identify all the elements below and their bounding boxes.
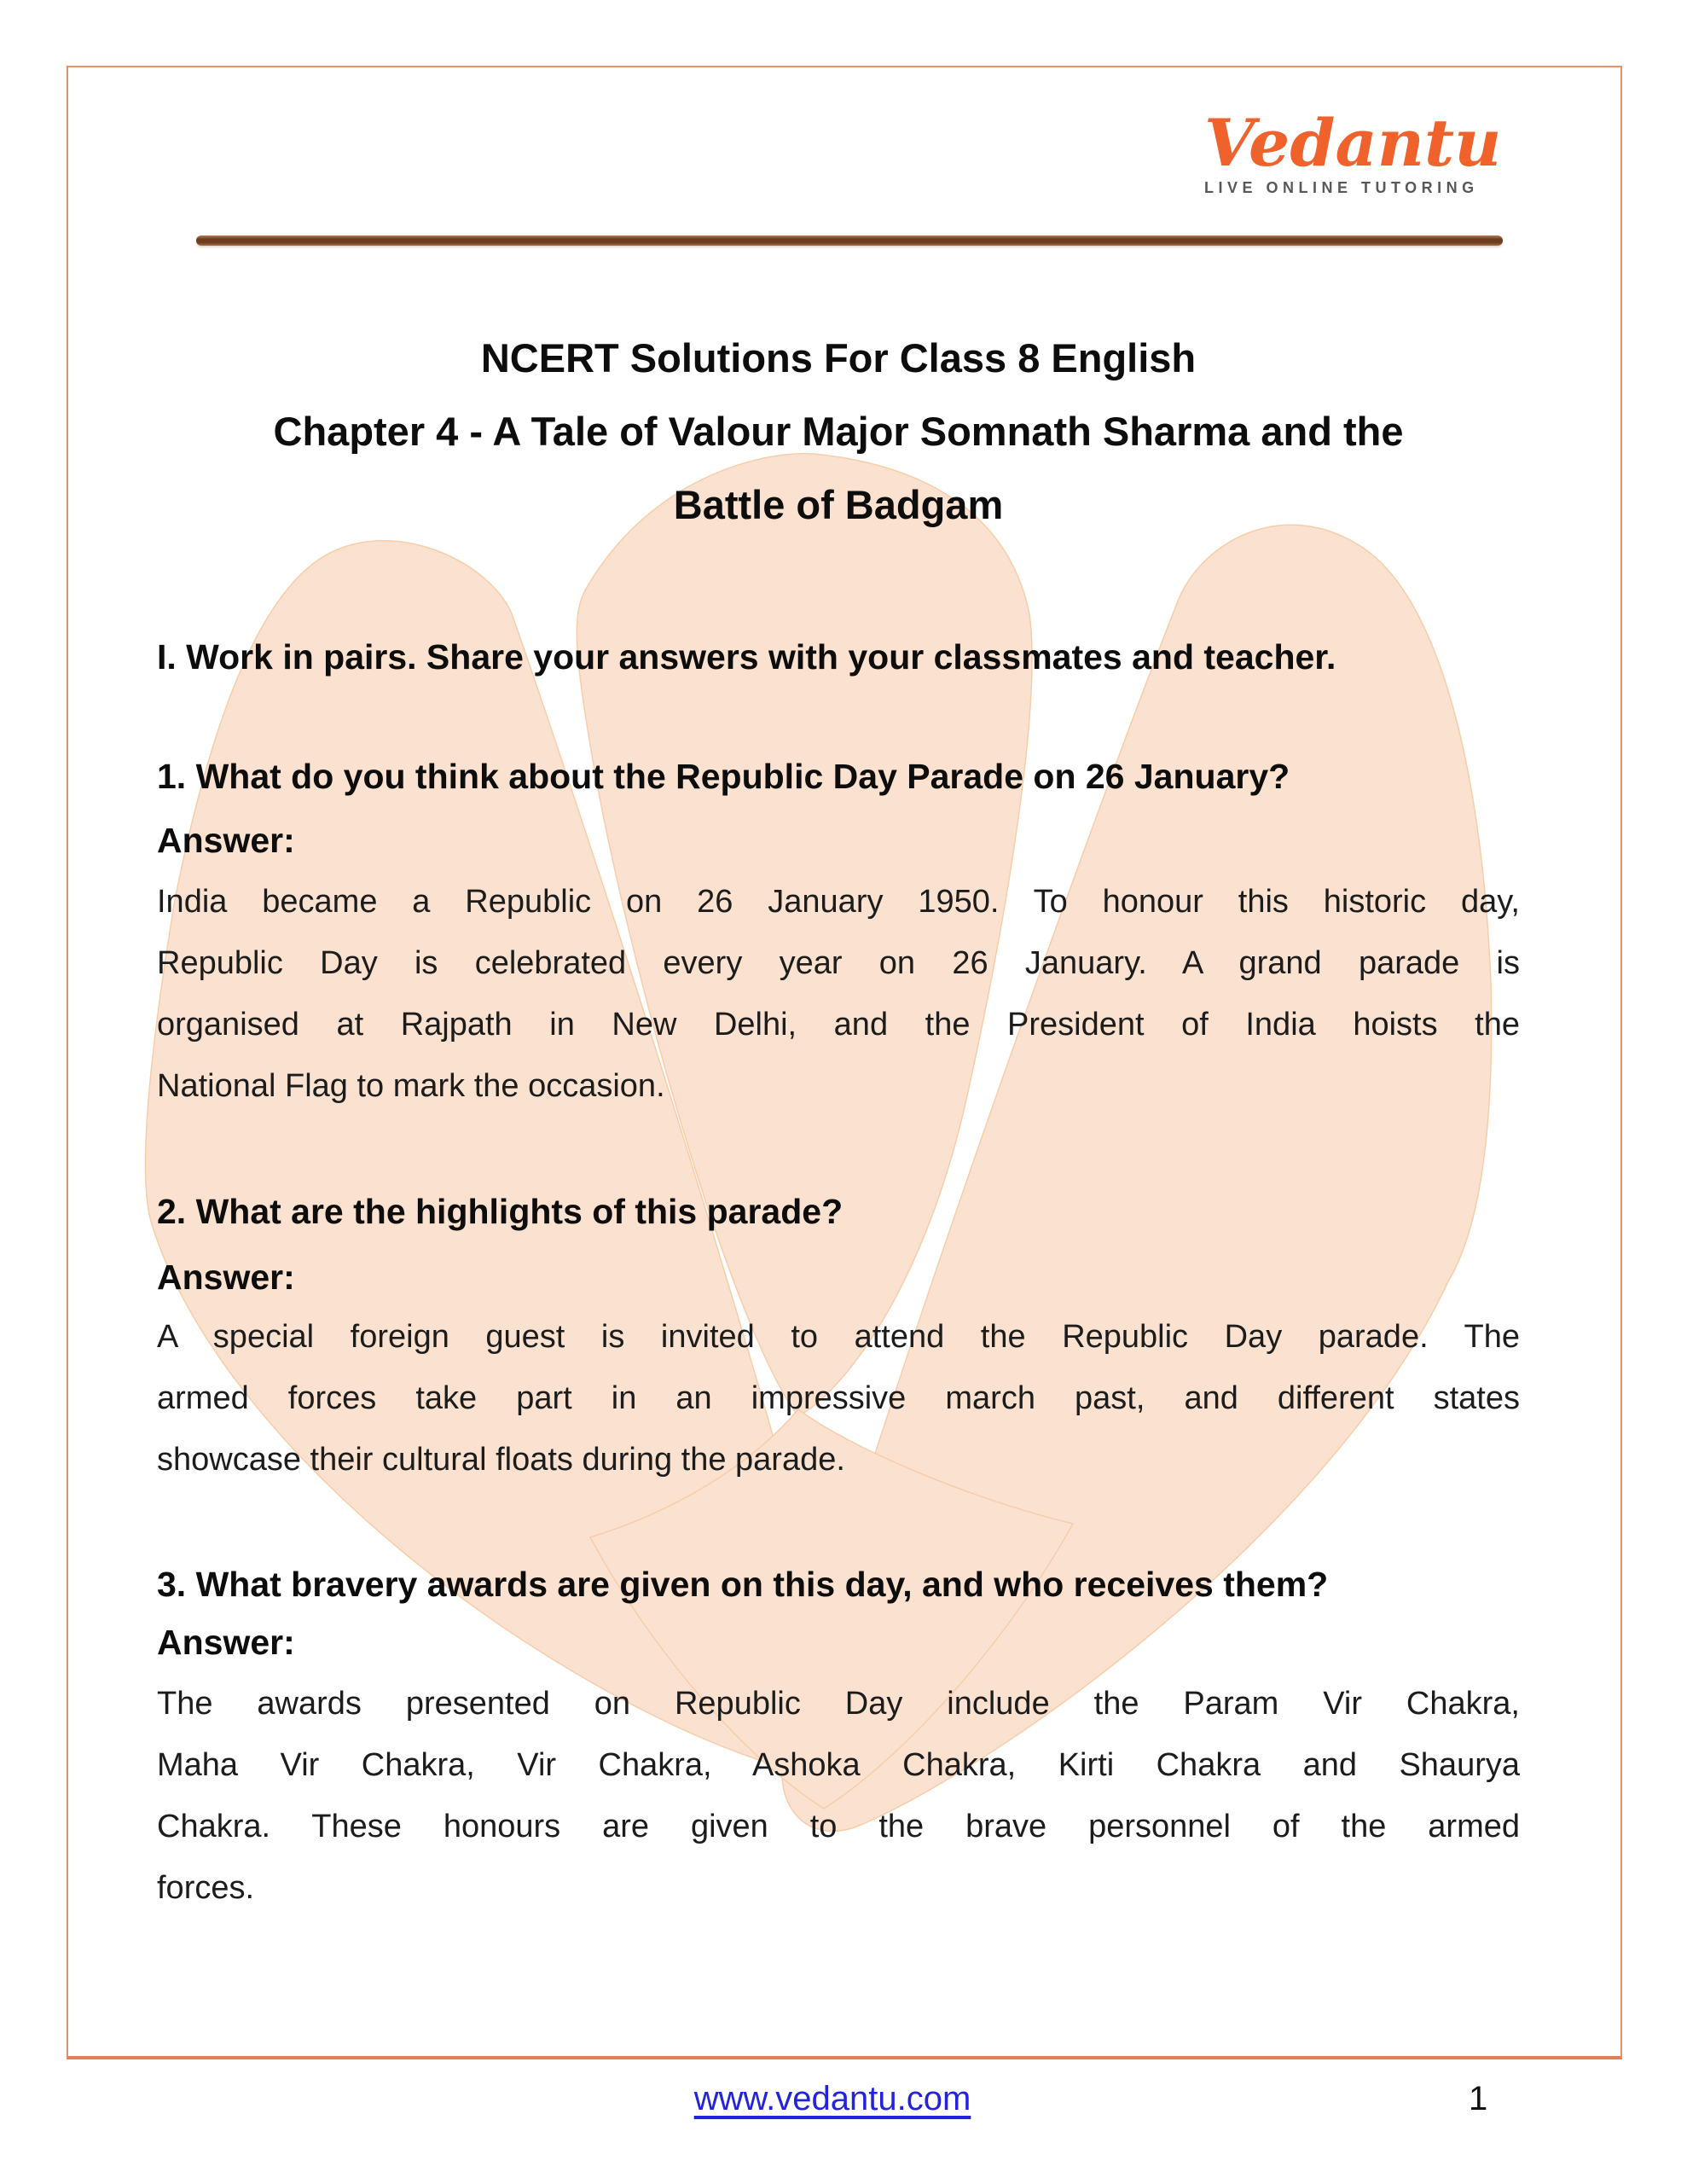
answer-line: organised at Rajpath in New Delhi, and the President of India hoists the: [157, 1007, 1520, 1043]
title-line-2: Chapter 4 - A Tale of Valour Major Somnath Sharma and the: [273, 409, 1404, 454]
answer-paragraph-2: [157, 1306, 1520, 1490]
title-line-1: NCERT Solutions For Class 8 English: [480, 335, 1197, 380]
question-2: 2. What are the highlights of this parade?: [157, 1192, 844, 1231]
answer-label-1: Answer:: [157, 821, 295, 860]
answer-line: National Flag to mark the occasion.: [157, 1068, 665, 1104]
footer: [157, 2080, 1520, 2118]
vedantu-logo-wordmark: Vedantu: [1204, 105, 1502, 181]
answer-label-2: Answer:: [157, 1258, 295, 1297]
vedantu-logo: [1204, 105, 1502, 197]
page-title: [157, 322, 1520, 542]
question-3: 3. What bravery awards are given on this day, and who receives them?: [157, 1565, 1329, 1604]
page-number: 1: [1469, 2080, 1488, 2117]
answer-line: India became a Republic on 26 January 1950. To honour this historic day,: [157, 884, 1520, 920]
answer-line: showcase their cultural floats during the parade.: [157, 1442, 845, 1478]
answer-line: Chakra. These honours are given to the brave personnel of the armed: [157, 1809, 1520, 1844]
answer-paragraph-3: [157, 1673, 1520, 1919]
answer-label-3: Answer:: [157, 1623, 295, 1662]
title-line-3: Battle of Badgam: [673, 482, 1004, 527]
answer-paragraph-1: [157, 871, 1520, 1117]
answer-line: A special foreign guest is invited to attend the Republic Day parade. The: [157, 1319, 1520, 1355]
vedantu-logo-tagline: LIVE ONLINE TUTORING: [1204, 179, 1479, 196]
answer-line: Republic Day is celebrated every year on 26 January. A grand parade is: [157, 945, 1520, 981]
question-1: 1. What do you think about the Republic Day Parade on 26 January?: [157, 757, 1290, 796]
answer-line: The awards presented on Republic Day include the Param Vir Chakra,: [157, 1686, 1520, 1722]
answer-line: armed forces take part in an impressive march past, and different states: [157, 1380, 1520, 1416]
footer-website-link[interactable]: www.vedantu.com: [693, 2080, 971, 2117]
header-divider-rule: [196, 235, 1503, 246]
answer-line: Maha Vir Chakra, Vir Chakra, Ashoka Chakra, Kirti Chakra and Shaurya: [157, 1747, 1520, 1783]
answer-line: forces.: [157, 1870, 255, 1906]
section-heading: I. Work in pairs. Share your answers with your classmates and teacher.: [157, 637, 1336, 677]
